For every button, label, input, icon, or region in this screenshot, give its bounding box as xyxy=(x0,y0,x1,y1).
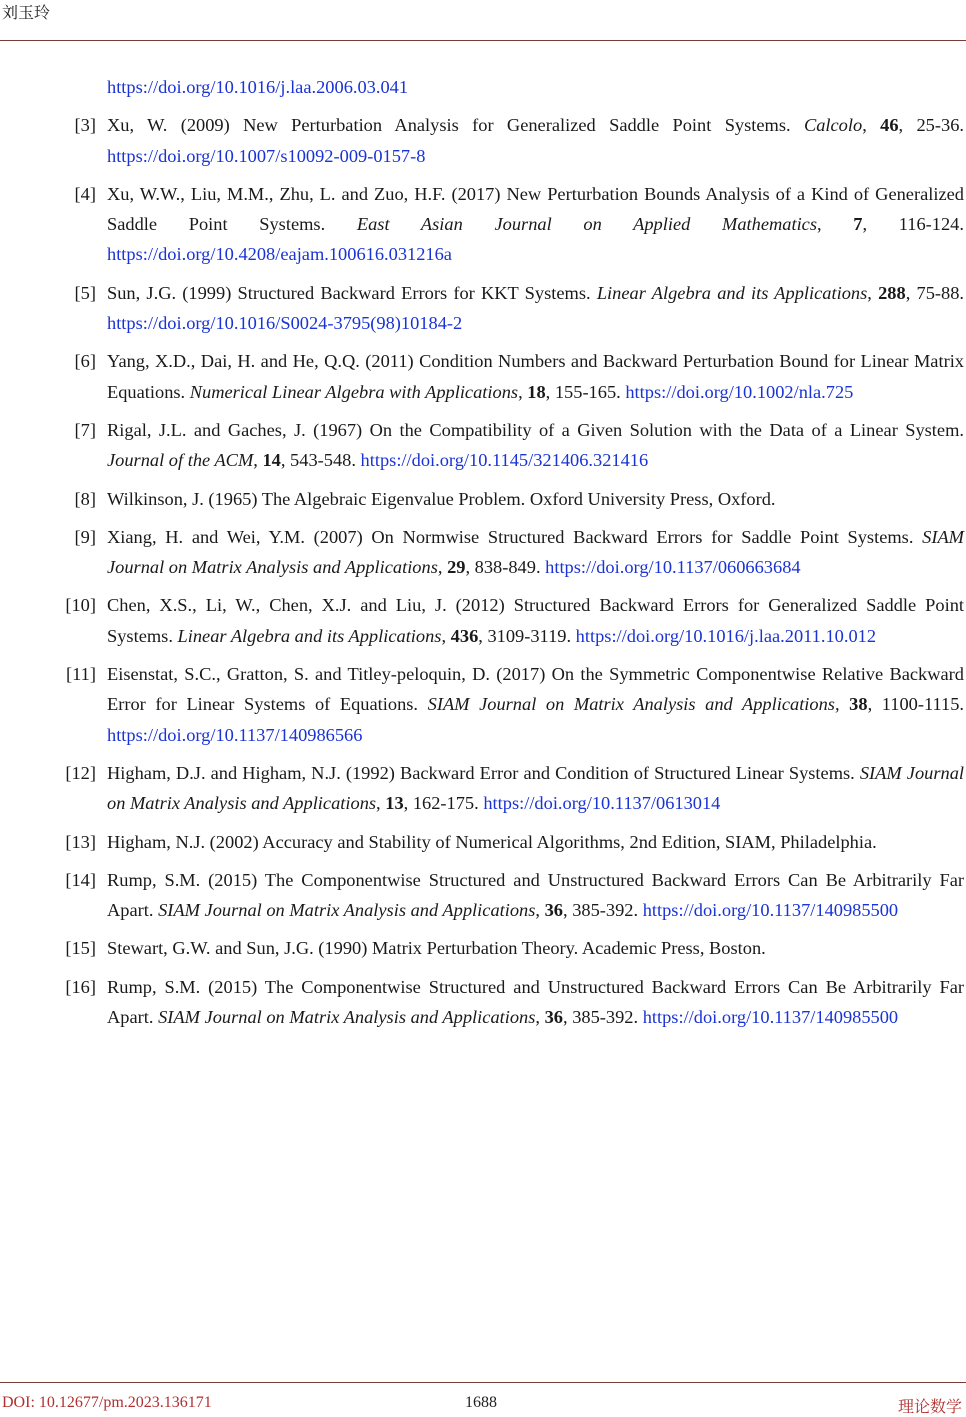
doi-link[interactable]: https://doi.org/10.1137/140985500 xyxy=(642,900,899,921)
reference-pages: , 162-175. xyxy=(403,793,484,814)
reference-number: [11] xyxy=(66,664,96,685)
reference-volume: 436 xyxy=(450,625,479,646)
doi-link[interactable]: https://doi.org/10.1137/060663684 xyxy=(545,557,801,578)
reference-pages: , 25-36. xyxy=(898,115,964,136)
reference-item: [5] Sun, J.G. (1999) Structured Backward Errors for KKT Systems. Linear Algebra and its Applications, 288, 75-88. https://doi.org/10.1016/S0024-3795(98)10184-2 xyxy=(0,278,966,339)
reference-text: Wilkinson, J. (1965) The Algebraic Eigenvalue Problem. Oxford University Press, Oxford. xyxy=(107,488,776,509)
reference-continuation xyxy=(0,72,966,102)
reference-pages: , 116-124. xyxy=(862,214,964,235)
doi-link[interactable]: https://doi.org/10.1137/0613014 xyxy=(483,793,721,814)
reference-journal: Linear Algebra and its Applications xyxy=(177,625,442,646)
reference-pages: , 385-392. xyxy=(563,1007,643,1028)
reference-number: [15] xyxy=(65,938,96,959)
reference-number: [10] xyxy=(65,595,96,616)
doi-link[interactable]: https://doi.org/10.1145/321406.321416 xyxy=(360,450,649,471)
doi-link[interactable]: https://doi.org/10.1016/j.laa.2011.10.012 xyxy=(575,625,877,646)
reference-number: [8] xyxy=(74,488,96,509)
reference-pages: , 838-849. xyxy=(465,557,546,578)
page-number: 1688 xyxy=(465,1394,497,1411)
reference-volume: 14 xyxy=(262,450,281,471)
reference-number: [14] xyxy=(65,869,96,890)
reference-journal: Numerical Linear Algebra with Applications xyxy=(189,381,519,402)
reference-volume: 288 xyxy=(878,282,906,303)
reference-volume: 13 xyxy=(385,793,404,814)
reference-text: Higham, D.J. and Higham, N.J. (1992) Backward Error and Condition of Structured Linear Systems. xyxy=(107,762,860,783)
reference-pages: , 385-392. xyxy=(563,900,643,921)
reference-number: [6] xyxy=(74,351,96,372)
footer-doi[interactable]: DOI: 10.12677/pm.2023.136171 xyxy=(2,1394,212,1411)
reference-text: Xu, W. (2009) New Perturbation Analysis for Generalized Saddle Point Systems. xyxy=(107,115,804,136)
reference-journal: SIAM Journal on Matrix Analysis and Applications xyxy=(427,694,835,715)
page-footer xyxy=(0,1382,966,1414)
reference-volume: 18 xyxy=(527,381,546,402)
reference-list xyxy=(0,72,966,1040)
reference-journal: SIAM Journal on Matrix Analysis and Applications xyxy=(107,762,964,814)
reference-volume: 36 xyxy=(544,1007,563,1028)
reference-journal: Journal of the ACM xyxy=(107,450,254,471)
doi-link[interactable]: https://doi.org/10.4208/eajam.100616.031216a xyxy=(107,244,452,265)
reference-text: Sun, J.G. (1999) Structured Backward Errors for KKT Systems. xyxy=(107,282,597,303)
reference-item: [14] Rump, S.M. (2015) The Componentwise Structured and Unstructured Backward Errors Can Be Arbitrarily Far Apart. SIAM Journal on Matrix Analysis and Applications, 36, 385-392. https://doi.org/10.1137/140985500 xyxy=(0,865,966,926)
reference-text: Chen, X.S., Li, W., Chen, X.J. and Liu, J. (2012) Structured Backward Errors for Generalized Saddle Point Systems. xyxy=(107,595,964,646)
reference-item xyxy=(0,484,966,514)
reference-text: Higham, N.J. (2002) Accuracy and Stability of Numerical Algorithms, 2nd Edition, SIAM, Philadelphia. xyxy=(107,831,877,852)
reference-journal: Linear Algebra and its Applications xyxy=(596,282,868,303)
reference-number: [4] xyxy=(74,183,96,204)
reference-journal: SIAM Journal on Matrix Analysis and Applications xyxy=(107,526,964,578)
reference-item: [4] Xu, W.W., Liu, M.M., Zhu, L. and Zuo, H.F. (2017) New Perturbation Bounds Analysis of a Kind of Generalized Saddle Point Systems. East Asian Journal on Applied Mathematics, 7, 116-124. https://doi.org/10.4208/eajam.100616.031216a xyxy=(0,179,966,270)
doi-link[interactable]: https://doi.org/10.1137/140985500 xyxy=(642,1007,899,1028)
reference-number: [7] xyxy=(74,419,96,440)
reference-item xyxy=(0,933,966,963)
reference-text: Rigal, J.L. and Gaches, J. (1967) On the Compatibility of a Given Solution with the Data of a Linear System. xyxy=(107,419,964,440)
reference-volume: 7 xyxy=(853,214,863,235)
reference-pages: , 155-165. xyxy=(545,381,626,402)
reference-volume: 38 xyxy=(849,694,868,715)
reference-item: [7] Rigal, J.L. and Gaches, J. (1967) On the Compatibility of a Given Solution with the Data of a Linear System. Journal of the ACM, 14, 543-548. https://doi.org/10.1145/321406.321416 xyxy=(0,415,966,476)
reference-number: [16] xyxy=(65,976,96,997)
reference-item: [11] Eisenstat, S.C., Gratton, S. and Titley-peloquin, D. (2017) On the Symmetric Componentwise Relative Backward Error for Linear Systems of Equations. SIAM Journal on Matrix Analysis and Applications, 38, 1100-1115. https://doi.org/10.1137/140986566 xyxy=(0,659,966,750)
reference-text: Rump, S.M. (2015) The Componentwise Structured and Unstructured Backward Errors Can Be Arbitrarily Far Apart. xyxy=(107,869,964,921)
reference-number: [3] xyxy=(74,115,96,136)
page-header xyxy=(0,0,966,41)
doi-link[interactable]: https://doi.org/10.1002/nla.725 xyxy=(625,381,854,402)
reference-text: Eisenstat, S.C., Gratton, S. and Titley-peloquin, D. (2017) On the Symmetric Componentwise Relative Backward Error for Linear Systems of Equations. xyxy=(107,664,964,715)
reference-item: [16] Rump, S.M. (2015) The Componentwise Structured and Unstructured Backward Errors Can Be Arbitrarily Far Apart. SIAM Journal on Matrix Analysis and Applications, 36, 385-392. https://doi.org/10.1137/140985500 xyxy=(0,972,966,1033)
reference-text: Xiang, H. and Wei, Y.M. (2007) On Normwise Structured Backward Errors for Saddle Point Systems. xyxy=(107,526,923,547)
reference-volume: 36 xyxy=(544,900,563,921)
reference-volume: 29 xyxy=(447,557,466,578)
footer-journal-name: 理论数学 xyxy=(897,1397,962,1416)
reference-number: [12] xyxy=(65,762,96,783)
doi-link[interactable]: https://doi.org/10.1007/s10092-009-0157-8 xyxy=(107,145,426,166)
reference-item: [9] Xiang, H. and Wei, Y.M. (2007) On Normwise Structured Backward Errors for Saddle Point Systems. SIAM Journal on Matrix Analysis and Applications, 29, 838-849. https://doi.org/10.1137/060663684 xyxy=(0,522,966,583)
reference-item: [6] Yang, X.D., Dai, H. and He, Q.Q. (2011) Condition Numbers and Backward Perturbation Bound for Linear Matrix Equations. Numerical Linear Algebra with Applications, 18, 155-165. https://doi.org/10.1002/nla.725 xyxy=(0,346,966,407)
reference-text: Xu, W.W., Liu, M.M., Zhu, L. and Zuo, H.F. (2017) New Perturbation Bounds Analysis of a Kind of Generalized Saddle Point Systems. xyxy=(107,183,964,235)
reference-journal: East Asian Journal on Applied Mathematics xyxy=(356,214,817,235)
reference-volume: 46 xyxy=(880,115,899,136)
reference-item: [12] Higham, D.J. and Higham, N.J. (1992) Backward Error and Condition of Structured Linear Systems. SIAM Journal on Matrix Analysis and Applications, 13, 162-175. https://doi.org/10.1137/0613014 xyxy=(0,758,966,819)
reference-journal: SIAM Journal on Matrix Analysis and Applications xyxy=(158,900,536,921)
reference-pages: , 75-88. xyxy=(905,282,965,303)
reference-pages: , 3109-3119. xyxy=(478,625,576,646)
doi-link[interactable]: https://doi.org/10.1016/S0024-3795(98)10184-2 xyxy=(107,313,463,334)
reference-item: [10] Chen, X.S., Li, W., Chen, X.J. and Liu, J. (2012) Structured Backward Errors for Generalized Saddle Point Systems. Linear Algebra and its Applications, 436, 3109-3119. https://doi.org/10.1016/j.laa.2011.10.012 xyxy=(0,590,966,651)
reference-number: [13] xyxy=(65,831,96,852)
reference-pages: , 543-548. xyxy=(280,450,361,471)
reference-number: [9] xyxy=(74,526,96,547)
reference-journal: Calcolo xyxy=(803,115,863,136)
reference-journal: SIAM Journal on Matrix Analysis and Applications xyxy=(158,1007,536,1028)
reference-item xyxy=(0,827,966,857)
header-author: 刘玉玲 xyxy=(2,3,51,22)
reference-pages: , 1100-1115. xyxy=(867,694,964,715)
reference-text: Yang, X.D., Dai, H. and He, Q.Q. (2011) Condition Numbers and Backward Perturbation Bound for Linear Matrix Equations. xyxy=(107,351,964,402)
reference-number: [5] xyxy=(74,282,96,303)
doi-link[interactable]: https://doi.org/10.1137/140986566 xyxy=(107,724,363,745)
reference-text: Rump, S.M. (2015) The Componentwise Structured and Unstructured Backward Errors Can Be Arbitrarily Far Apart. xyxy=(107,976,964,1028)
reference-item: [3] Xu, W. (2009) New Perturbation Analysis for Generalized Saddle Point Systems. Calcolo, 46, 25-36. https://doi.org/10.1007/s10092-009-0157-8 xyxy=(0,110,966,171)
doi-link[interactable]: https://doi.org/10.1016/j.laa.2006.03.041 xyxy=(107,77,409,97)
reference-text: Stewart, G.W. and Sun, J.G. (1990) Matrix Perturbation Theory. Academic Press, Boston. xyxy=(107,938,766,959)
